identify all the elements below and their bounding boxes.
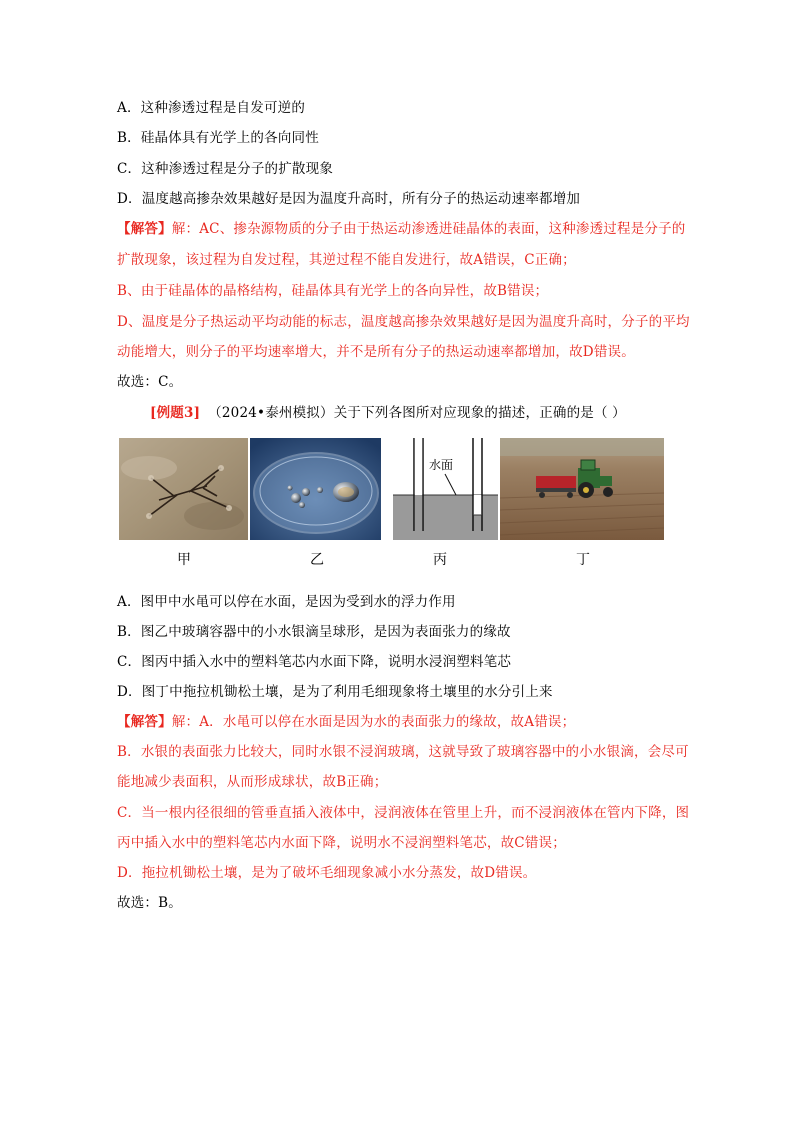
q3-answer-line-4: C．当一根内径很细的管垂直插入液体中，浸润液体在管里上升，而不浸润液体在管内下降，图 [117,805,690,821]
q3-answer-tag: 【解答】 [117,714,172,730]
q3-answer-line-3: 能地减少表面积，从而形成球状，故B正确； [117,774,388,790]
figure-mercury-dish [250,438,381,540]
figure-tractor-field [500,438,664,540]
q2-option-d: D．温度越高掺杂效果越好是因为温度升高时，所有分子的热运动速率都增加 [117,191,581,207]
caption-jia: 甲 [177,552,191,568]
q3-label: [例题3] [150,405,201,421]
q2-answer-line-1: 【解答】解：AC、掺杂源物质的分子由于热运动渗透进硅晶体的表面，这种渗透过程是分子的 [117,221,686,237]
q3-option-c: C．图丙中插入水中的塑料笔芯内水面下降，说明水浸润塑料笔芯 [117,654,512,670]
q3-answer-line-5: 丙中插入水中的塑料笔芯内水面下降，说明水不浸润塑料笔芯，故C错误； [117,835,566,851]
q3-figures [119,438,664,542]
q2-answer-line-5: 动能增大，则分子的平均速率增大，并不是所有分子的热运动速率都增加，故D错误。 [117,344,635,360]
figure-water-label: 水面 [429,458,454,472]
caption-bing: 丙 [433,552,447,568]
q2-option-c: C．这种渗透过程是分子的扩散现象 [117,161,334,177]
q3-answer-line-1: 【解答】解：A．水黾可以停在水面是因为水的表面张力的缘故，故A错误； [117,714,576,730]
q3-option-b: B．图乙中玻璃容器中的小水银滴呈球形，是因为表面张力的缘故 [117,624,511,640]
q2-answer-line-4: D、温度是分子热运动平均动能的标志，温度越高掺杂效果越好是因为温度升高时，分子的平均 [117,314,690,330]
q3-option-d: D．图丁中拖拉机锄松土壤，是为了利用毛细现象将土壤里的水分引上来 [117,684,553,700]
q2-answer-tag: 【解答】 [117,221,172,237]
q3-answer-line-2: B．水银的表面张力比较大，同时水银不浸润玻璃，这就导致了玻璃容器中的小水银滴，会尽可 [117,744,689,760]
q3-choice: 故选：B。 [117,895,182,911]
q2-option-b: B．硅晶体具有光学上的各向同性 [117,130,319,146]
figure-water-strider [119,438,248,540]
q3-answer-line-6: D．拖拉机锄松土壤，是为了破坏毛细现象减小水分蒸发，故D错误。 [117,865,537,881]
q2-option-a: A．这种渗透过程是自发可逆的 [117,100,306,116]
q3-option-a: A．图甲中水黾可以停在水面，是因为受到水的浮力作用 [117,594,456,610]
q2-answer-line-3: B、由于硅晶体的晶格结构，硅晶体具有光学上的各向异性，故B错误； [117,283,549,299]
figure-straw-water [393,438,498,540]
caption-yi: 乙 [310,552,324,568]
q2-answer-line-2: 扩散现象，该过程为自发过程，其逆过程不能自发进行，故A错误，C正确； [117,252,576,268]
q2-choice: 故选：C。 [117,374,183,390]
caption-ding: 丁 [576,552,590,568]
q3-stem: [例题3] （2024•泰州模拟）关于下列各图所对应现象的描述，正确的是（ ） [150,405,626,421]
